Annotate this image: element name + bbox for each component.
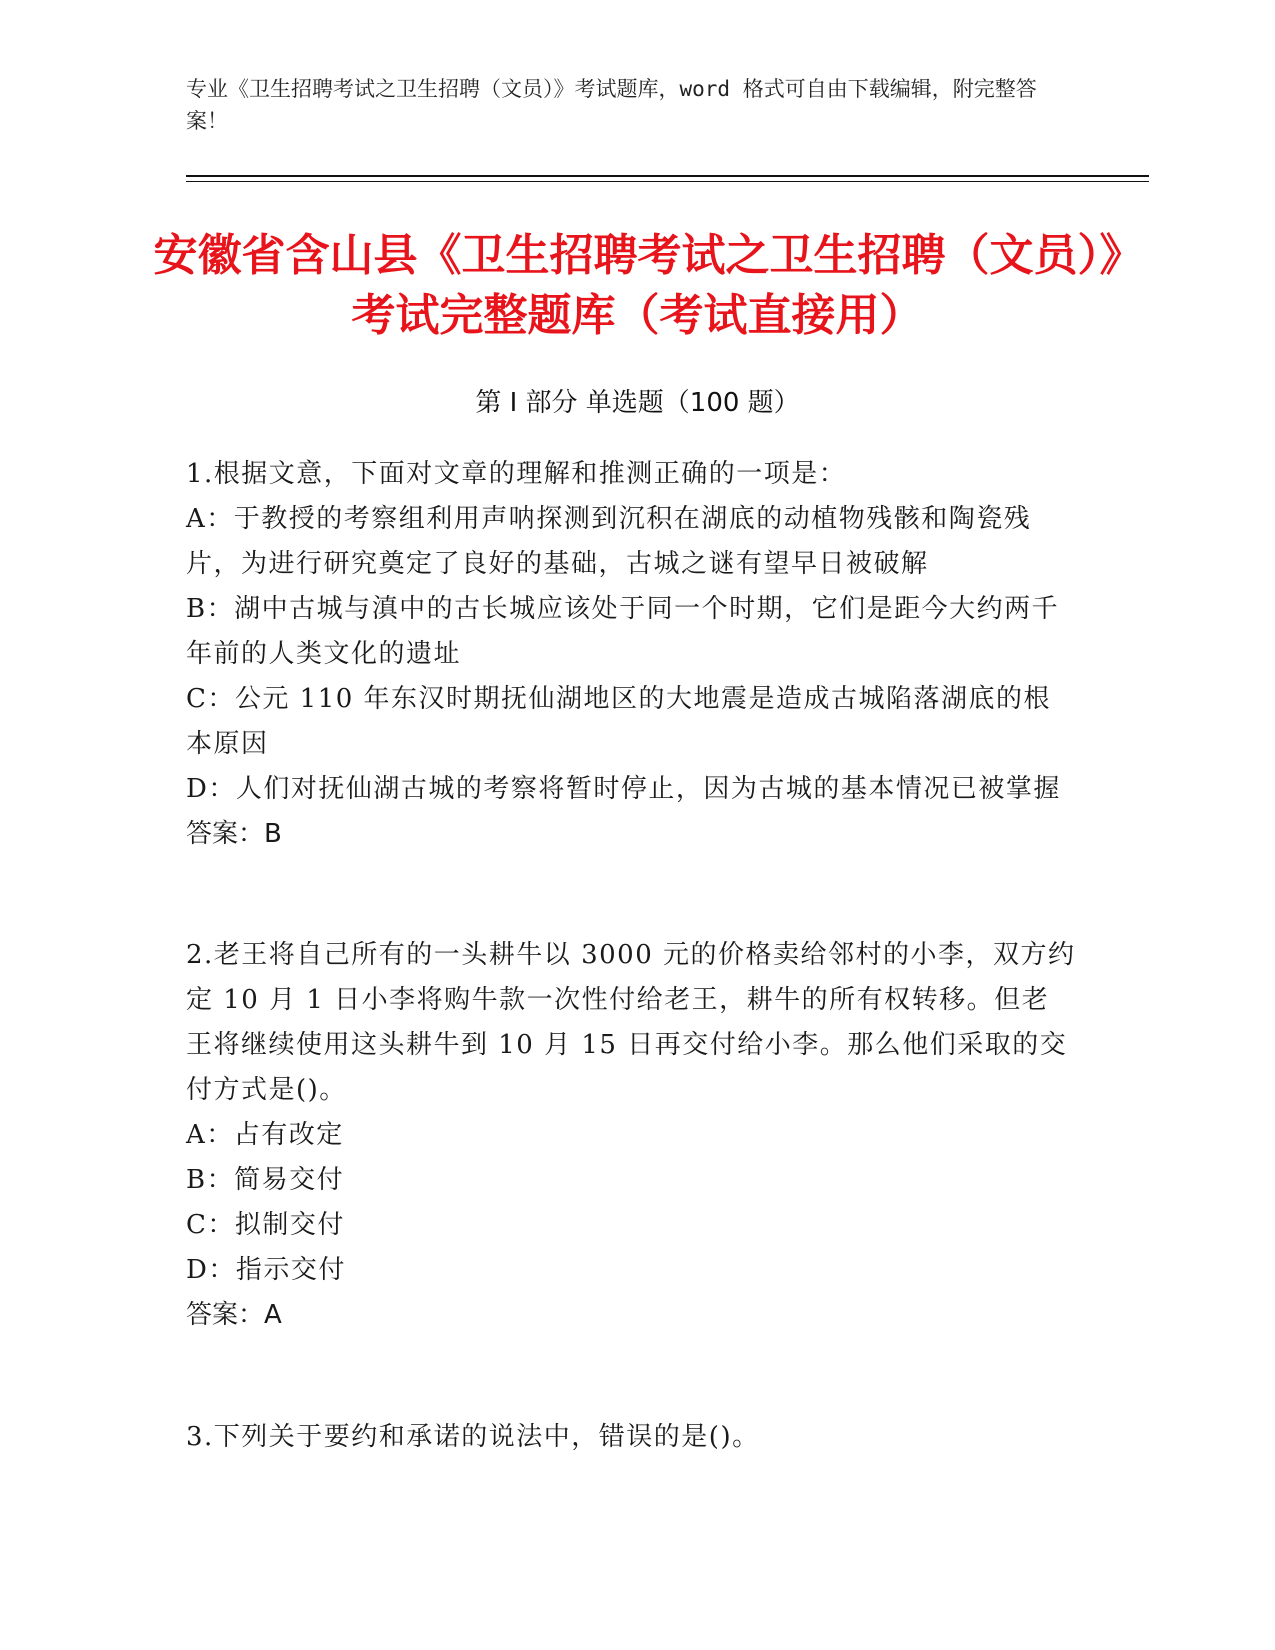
option-a: A：占有改定 xyxy=(186,1120,344,1150)
header-note: 专业《卫生招聘考试之卫生招聘（文员）》考试题库，word 格式可自由下载编辑，附完整答案！ xyxy=(186,77,1037,133)
question-stem: 3.下列关于要约和承诺的说法中，错误的是()。 xyxy=(186,1422,760,1452)
option-c: C：公元 110 年东汉时期抚仙湖地区的大地震是造成古城陷落湖底的根本原因 xyxy=(186,684,1052,759)
option-a: A：于教授的考察组利用声呐探测到沉积在湖底的动植物残骸和陶瓷残片，为进行研究奠定了良好的基础，古城之谜有望早日被破解 xyxy=(186,504,1032,579)
option-b: B：简易交付 xyxy=(186,1165,345,1195)
question-stem: 1.根据文意，下面对文章的理解和推测正确的一项是： xyxy=(186,459,847,489)
header-rule-thick xyxy=(186,175,1149,177)
option-d: D：指示交付 xyxy=(186,1255,346,1285)
section-heading: 第 I 部分 单选题（100 题） xyxy=(475,388,800,418)
question-stem: 2.老王将自己所有的一头耕牛以 3000 元的价格卖给邻村的小李，双方约定 10 月 1 日小李将购牛款一次性付给老王，耕牛的所有权转移。但老王将继续使用这头耕牛到 10 月 15 日再交付给小李。那么他们采取的交付方式是()。 xyxy=(186,940,1076,1105)
answer: 答案：A xyxy=(186,1300,282,1330)
option-c: C：拟制交付 xyxy=(186,1210,345,1240)
question-3 xyxy=(186,1415,1076,1460)
document-title: 安徽省含山县《卫生招聘考试之卫生招聘（文员）》考试完整题库（考试直接用） xyxy=(153,230,1122,341)
question-2 xyxy=(186,933,1076,1338)
option-d: D：人们对抚仙湖古城的考察将暂时停止，因为古城的基本情况已被掌握 xyxy=(186,774,1061,804)
header-rule-thin xyxy=(186,181,1149,182)
option-b: B：湖中古城与滇中的古长城应该处于同一个时期，它们是距今大约两千年前的人类文化的遗址 xyxy=(186,594,1060,669)
answer: 答案：B xyxy=(186,819,282,849)
question-1 xyxy=(186,452,1076,857)
